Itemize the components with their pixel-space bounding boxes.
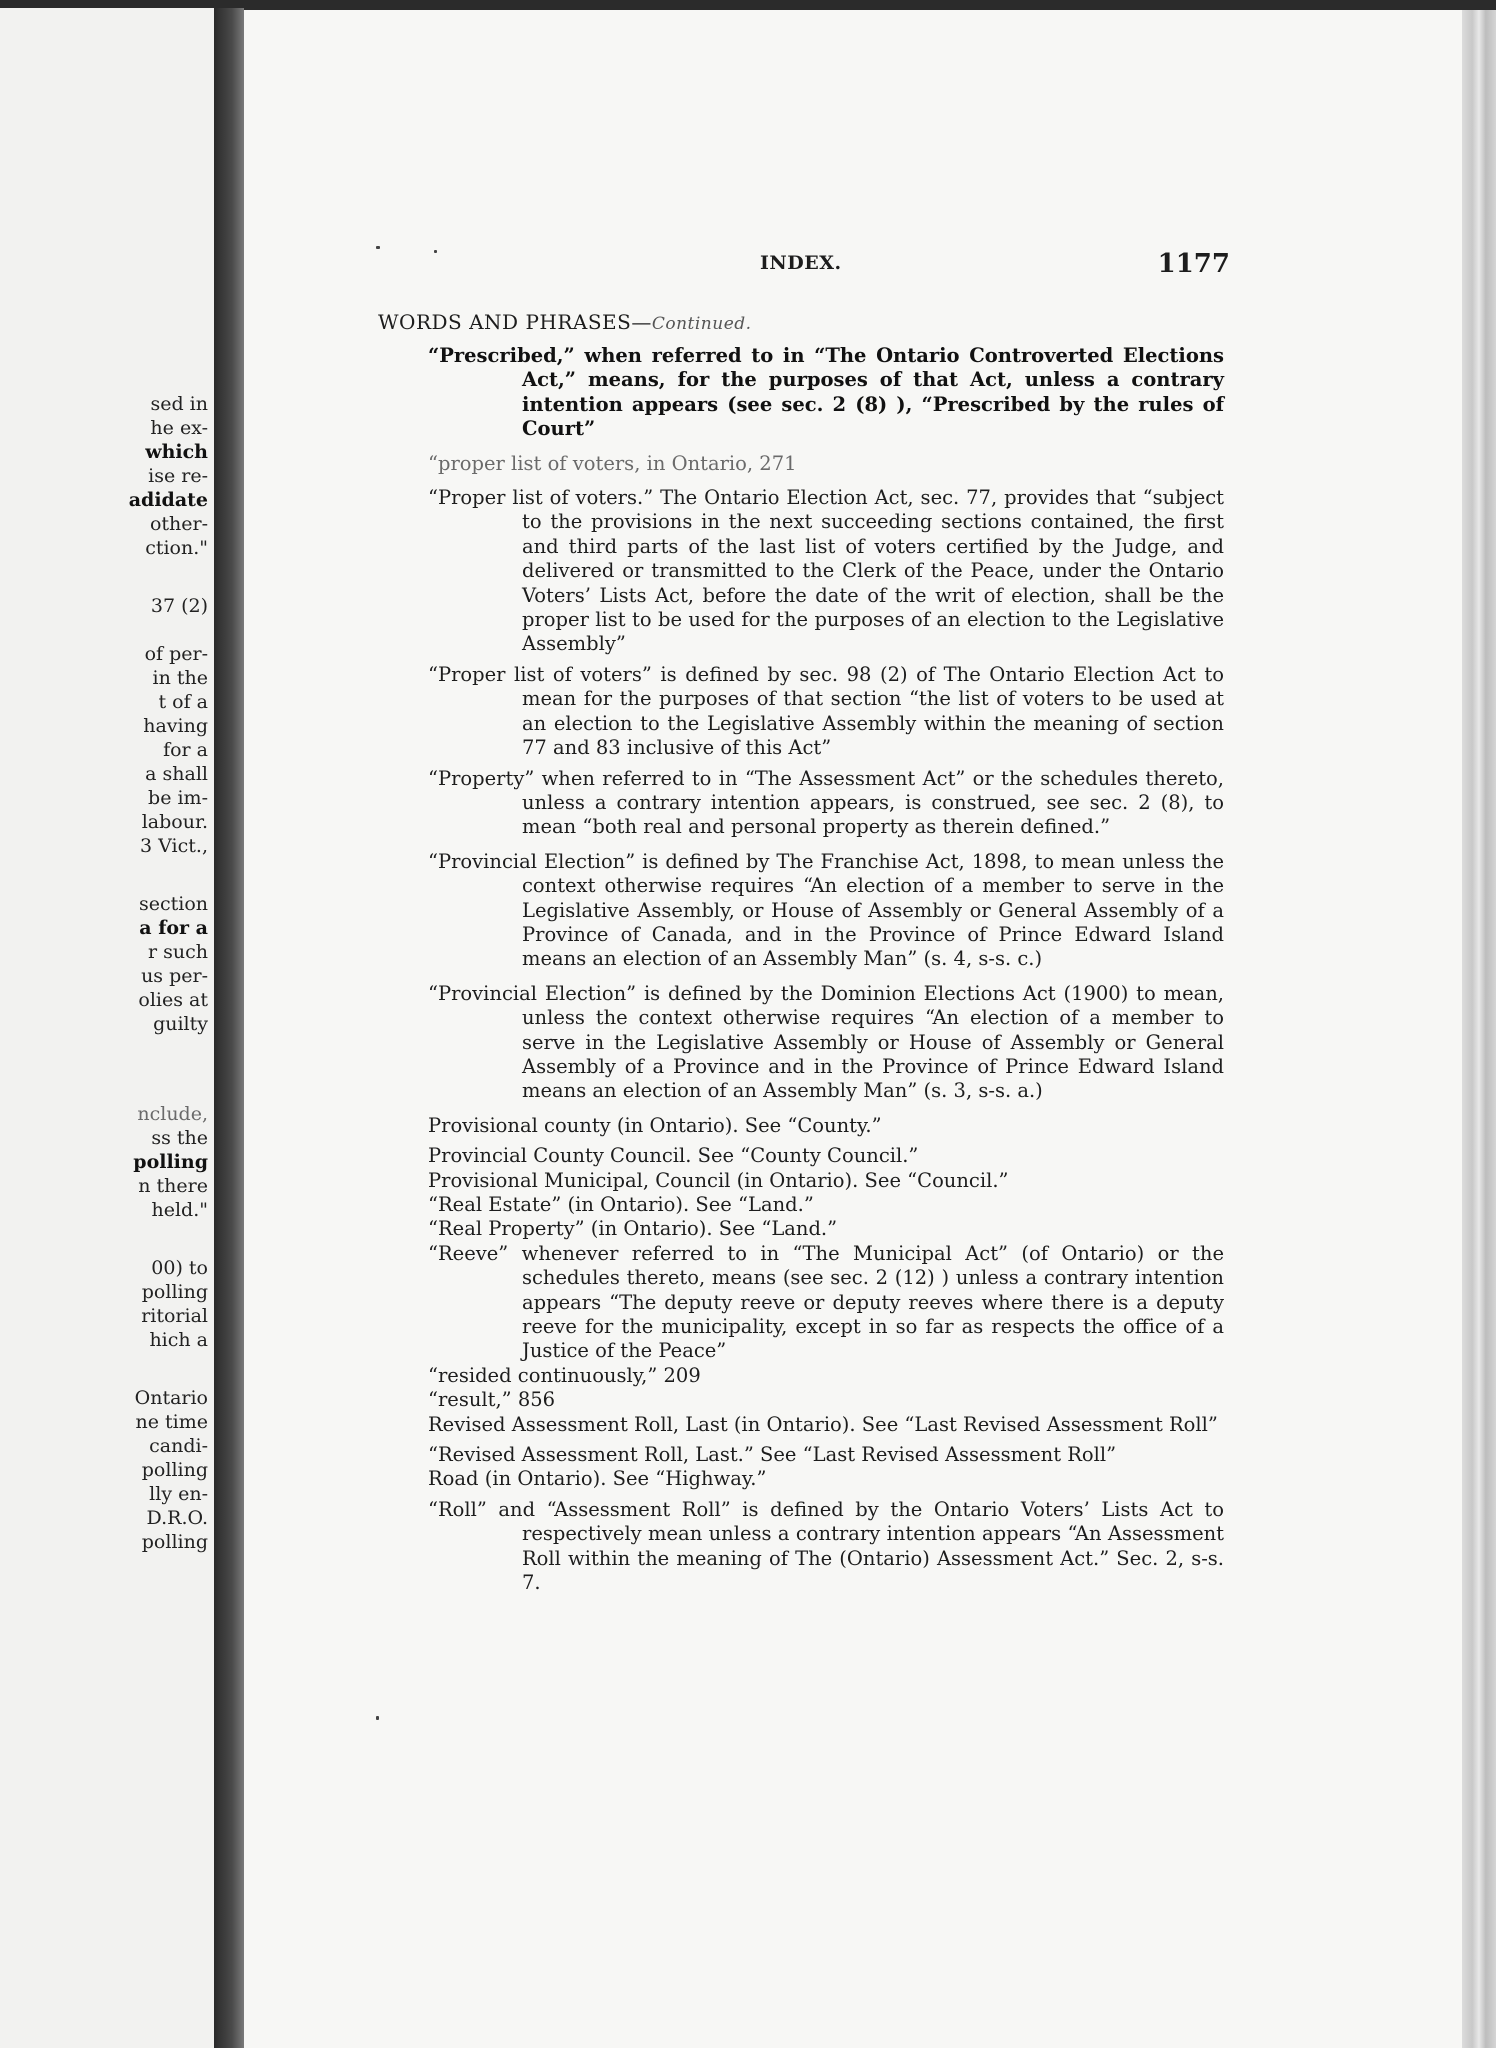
left-page-line: t of a	[158, 691, 208, 713]
left-page-line: lly en-	[149, 1483, 208, 1505]
index-entry: “proper list of voters, in Ontario, 271	[428, 451, 797, 475]
left-page-line: for a	[163, 739, 208, 761]
index-entry: “Prescribed,” when referred to in “The Ontario Controverted Elections Act,” means, for the purposes of that Act, unless a contrary intention appears (see sec. 2 (8) ), “Prescribed by the rules of Court”	[428, 344, 1224, 441]
book-gutter	[214, 8, 244, 2048]
left-page-line: olies at	[138, 989, 208, 1011]
left-page-fragment	[0, 8, 214, 2048]
index-entry: “Property” when referred to in “The Assessment Act” or the schedules thereto, unless a contrary intention appears, is construed, see sec. 2 (8), to mean “both real and personal property as therein defined.”	[428, 766, 1224, 839]
left-page-line: guilty	[153, 1013, 208, 1035]
left-page-line: be im-	[148, 787, 208, 809]
left-page-line: ritorial	[141, 1305, 208, 1327]
left-page-line: of per-	[144, 643, 208, 665]
left-page-line: 00) to	[151, 1257, 208, 1279]
left-page-line: ction."	[145, 537, 208, 559]
index-entry: “Proper list of voters.” The Ontario Election Act, sec. 77, provides that “subject to the provisions in the next succeeding sections contained, the first and third parts of the last list of voters certified by the Judge, and delivered or transmitted to the Clerk of the Peace, under the Ontario Voters’ Lists Act, before the date of the writ of election, shall be the proper list to be used for the purposes of an election to the Legislative Assembly”	[428, 486, 1224, 656]
index-entries	[428, 344, 1224, 1596]
index-entry: “Reeve” whenever referred to in “The Municipal Act” (of Ontario) or the schedules thereto, means (see sec. 2 (12) ) unless a contrary intention appears “The deputy reeve or deputy reeves where there is a deputy reeve for the municipality, except in so far as respects the office of a Justice of the Peace”	[428, 1241, 1224, 1363]
index-entry: Provisional county (in Ontario). See “County.”	[428, 1113, 882, 1137]
left-page-line: other-	[149, 513, 208, 535]
left-page-line: polling	[133, 1151, 208, 1173]
scan-speck	[376, 246, 380, 249]
left-page-line: 3 Vict.,	[140, 835, 208, 857]
left-page-line: in the	[152, 667, 208, 689]
index-entry: Provisional Municipal, Council (in Ontario). See “Council.”	[428, 1168, 1009, 1192]
index-entry: “Roll” and “Assessment Roll” is defined by the Ontario Voters’ Lists Act to respectively mean unless a contrary intention appears “An Assessment Roll within the meaning of The (Ontario) Assessment Act.” Sec. 2, s-s. 7.	[428, 1497, 1224, 1595]
left-page-line: polling	[141, 1281, 208, 1303]
left-page-line: polling	[141, 1459, 208, 1481]
left-page-line: nclude,	[137, 1103, 208, 1125]
left-page-line: he ex-	[150, 417, 208, 439]
index-entry: “Provincial Election” is defined by The Franchise Act, 1898, to mean unless the context otherwise requires “An election of a member to serve in the Legislative Assembly, or House of Assembly or General Assembly of a Province of Canada, and in the Province of Prince Edward Island means an election of an Assembly Man” (s. 4, s-s. c.)	[428, 849, 1224, 971]
left-page-line: Ontario	[134, 1387, 208, 1409]
index-entry: Provincial County Council. See “County Council.”	[428, 1144, 919, 1168]
left-page-line: candi-	[149, 1435, 208, 1457]
index-entry: “Revised Assessment Roll, Last.” See “Last Revised Assessment Roll”	[428, 1443, 1117, 1467]
left-page-line: a shall	[145, 763, 208, 785]
section-heading-text: WORDS AND PHRASES—	[378, 310, 652, 334]
left-page-line: sed in	[150, 393, 208, 415]
page-number: 1177	[1157, 249, 1230, 279]
page-stack-edge	[1462, 10, 1496, 2048]
left-page-line: n there	[138, 1175, 208, 1197]
scan-speck	[376, 1716, 379, 1720]
left-page-line: polling	[141, 1531, 208, 1553]
index-entry: “Real Estate” (in Ontario). See “Land.”	[428, 1193, 814, 1216]
header-title: INDEX.	[760, 252, 842, 274]
scan-speck	[434, 250, 437, 253]
index-entry: “Real Property” (in Ontario). See “Land.”	[428, 1217, 838, 1241]
running-header	[760, 249, 1230, 284]
section-heading	[378, 310, 752, 334]
index-entry: Road (in Ontario). See “Highway.”	[428, 1467, 767, 1491]
index-entry: “resided continuously,” 209	[428, 1363, 701, 1387]
left-page-line: 37 (2)	[150, 595, 208, 617]
left-page-line: having	[143, 715, 208, 737]
left-page-line: labour.	[141, 811, 208, 833]
index-entry: “result,” 856	[428, 1388, 556, 1412]
left-page-line: section	[138, 893, 208, 915]
index-entry: Revised Assessment Roll, Last (in Ontario). See “Last Revised Assessment Roll”	[428, 1412, 1218, 1436]
left-page-line: which	[145, 441, 208, 463]
index-entry: “Provincial Election” is defined by the Dominion Elections Act (1900) to mean, unless the context otherwise requires “An election of a member to serve in the Legislative Assembly or House of Assembly or General Assembly of a Province and in the Province of Prince Edward Island means an election of an Assembly Man” (s. 3, s-s. a.)	[428, 981, 1224, 1103]
left-page-line: a for a	[139, 917, 208, 939]
left-page-line: us per-	[141, 965, 208, 987]
continued-label: Continued.	[651, 314, 752, 334]
left-page-line: ss the	[151, 1127, 208, 1149]
left-page-line: adidate	[128, 489, 208, 511]
left-page-line: hich a	[149, 1329, 208, 1351]
index-entry: “Proper list of voters” is defined by sec. 98 (2) of The Ontario Election Act to mean for the purposes of that section “the list of voters to be used at an election to the Legislative Assembly within the meaning of section 77 and 83 inclusive of this Act”	[428, 662, 1224, 760]
left-page-line: held."	[151, 1199, 208, 1221]
left-page-line: D.R.O.	[146, 1507, 208, 1529]
left-page-line: ise re-	[148, 465, 208, 487]
left-page-line: ne time	[135, 1411, 208, 1433]
left-page-line: r such	[148, 941, 208, 963]
